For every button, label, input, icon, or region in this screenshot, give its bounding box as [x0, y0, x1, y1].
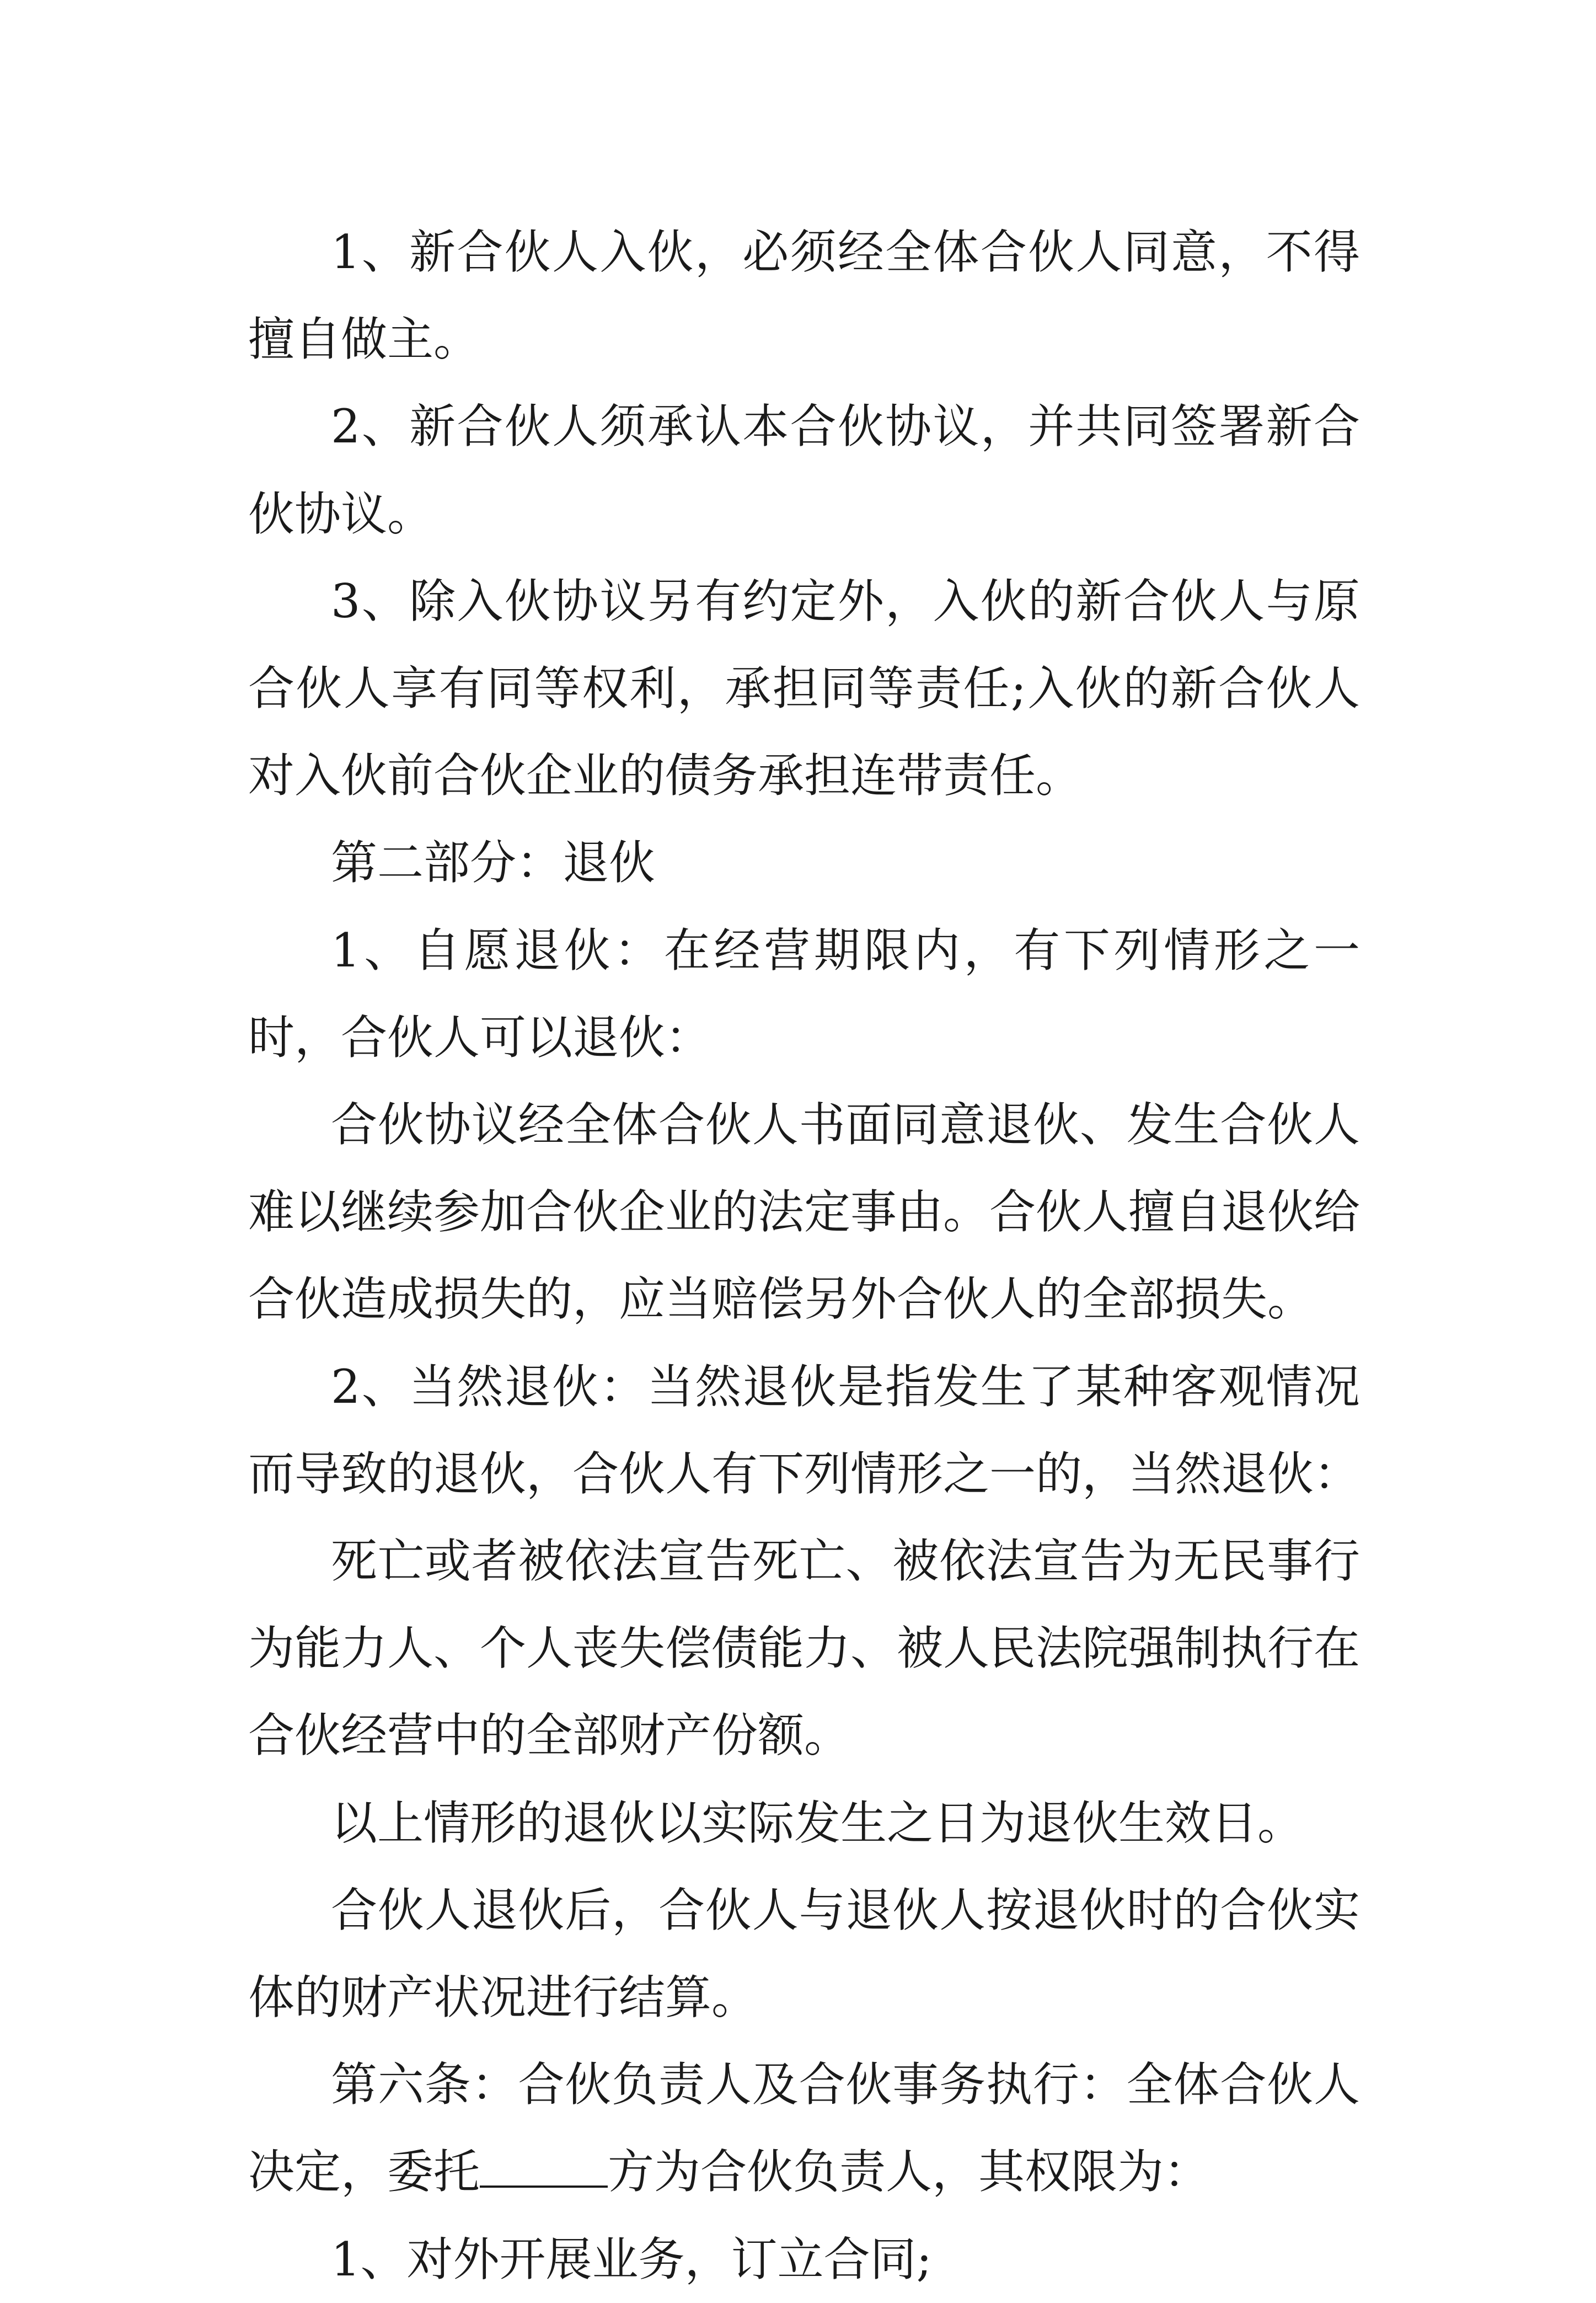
paragraph-article-six — [248, 2041, 1360, 2215]
paragraph-new-partner-consent: 1、新合伙人入伙，必须经全体合伙人同意，不得擅自做主。 — [248, 225, 1360, 367]
article-six-text-start: 第六条：合伙负责人及合伙事务执行：全体合伙人决定，委托 — [248, 2058, 1360, 2199]
section-heading-withdrawal: 第二部分：退伙 — [331, 836, 656, 890]
paragraph-withdrawal-settlement: 合伙人退伙后，合伙人与退伙人按退伙时的合伙实体的财产状况进行结算。 — [248, 1883, 1360, 2025]
fill-in-blank[interactable] — [480, 2150, 608, 2188]
document-body — [248, 209, 1360, 2303]
paragraph-authority-item-1: 1、对外开展业务，订立合同; — [331, 2232, 932, 2286]
paragraph-new-partner-agreement: 2、新合伙人须承认本合伙协议，并共同签署新合伙协议。 — [248, 399, 1360, 541]
paragraph-automatic-withdrawal: 2、当然退伙：当然退伙是指发生了某种客观情况而导致的退伙，合伙人有下列情形之一的，当然退伙： — [248, 1359, 1361, 1501]
paragraph-withdrawal-conditions: 合伙协议经全体合伙人书面同意退伙、发生合伙人难以继续参加合伙企业的法定事由。合伙人擅自退伙给合伙造成损失的，应当赔偿另外合伙人的全部损失。 — [248, 1098, 1361, 1327]
article-six-text-end: 方为合伙负责人，其权限为： — [608, 2145, 1211, 2199]
paragraph-new-partner-rights: 3、除入伙协议另有约定外，入伙的新合伙人与原合伙人享有同等权利，承担同等责任;入伙的新合伙人对入伙前合伙企业的债务承担连带责任。 — [248, 574, 1360, 803]
paragraph-automatic-withdrawal-cases: 死亡或者被依法宣告死亡、被依法宣告为无民事行为能力人、个人丧失偿债能力、被人民法院强制执行在合伙经营中的全部财产份额。 — [248, 1534, 1361, 1763]
paragraph-voluntary-withdrawal: 1、自愿退伙：在经营期限内，有下列情形之一时，合伙人可以退伙： — [248, 923, 1360, 1065]
paragraph-withdrawal-effective-date: 以上情形的退伙以实际发生之日为退伙生效日。 — [331, 1796, 1304, 1850]
